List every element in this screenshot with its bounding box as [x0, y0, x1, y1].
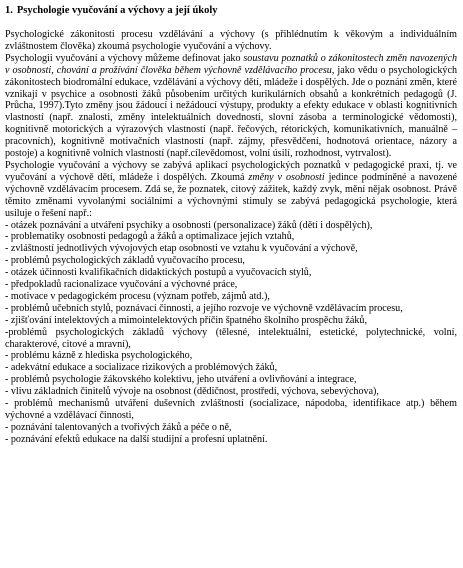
paragraph-application [5, 160, 457, 220]
definition-emphasis: soustavu poznatků o zákonitostech změn navozených v osobnosti, chování a prožívání člověka během výchovně vzdělávacího procesu [5, 52, 457, 76]
section-number: 1. [5, 5, 13, 16]
list-item: - předpokladů racionalizace vyučování a výchovné práce, [5, 279, 238, 291]
list-item: - motivace v pedagogickém procesu (význam potřeb, zájmů atd.), [5, 290, 270, 302]
list-item: - poznávání talentovaných a tvořivých žáků a péče o ně, [5, 421, 232, 433]
list-item: - zjišťování intelektových a mimointelektových příčin špatného školního prospěchu žáků, [5, 314, 367, 326]
application-text-start: Psychologie vyučování a výchovy se zabývá aplikací psychologických poznatků v pedagogické praxi, tj. ve vyučování a výchově dětí, mládeže i dospělých. Zkoumá [5, 159, 457, 183]
section-heading [5, 4, 457, 17]
list-item: - problémů učebních stylů, poznávací činnosti, a jejího rozvoje ve výchovně vzdělávacím procesu, [5, 302, 403, 314]
list-item: - problému kázně z hlediska psychologického, [5, 350, 193, 362]
paragraph-definition [5, 53, 457, 160]
application-emphasis: změny v osobnosti [248, 171, 325, 183]
list-item: - adekvátní edukace a socializace rizikových a problémových žáků, [5, 362, 278, 374]
paragraph-intro: Psychologické zákonitosti procesu vzdělávání a výchovy (s přihlédnutím k věkovým a individuálním zvláštnostem člověka) zkoumá psychologie vyučování a výchovy. [5, 29, 457, 52]
list-item: - otázek poznávání a utváření psychiky a osobnosti (personalizace) žáků (dětí i dospělých), [5, 219, 373, 231]
document-page [5, 4, 457, 446]
definition-text-rest: , jako vědu o psychologických zákonitostech biodromální edukace, vzdělávání a výchovy dětí, mládeže i dospělých. Jde o poznání změn, které vznikají v psychice a osobnosti žáků působením určitých kurikulárních obsahů a konkrétních pedagogů (J. Průcha, 1997).Tyto změny jsou žádoucí i nežádoucí výstupy, produkty a efekty edukace v oblasti kognitivních vlastností (např. znalosti, změny intelektuálních dovedností, slovní zásoba a terminologické vědomosti), kognitivně motorických a výrazových vlastností (např. řečových, rétorických, komunikativních, manuálně – pracovních), kognitivně motivačních vlastností (např. zájmy, přesvědčení, hodnotová orientace, názory a postoje) a kognitivně volních vlastností (např.cílevědomost, volní úsilí, rozhodnost, vytrvalost). [5, 64, 457, 160]
list-item: - vlivu základních činitelů vývoje na osobnost (dědičnost, prostředí, výchova, sebevýchova), [5, 386, 379, 398]
list-item: - poznávání efektů edukace na další studijní a profesní uplatnění. [5, 433, 268, 445]
list-item: - zvláštností jednotlivých vývojových etap osobnosti ve vztahu k vyučování a výchově, [5, 243, 358, 255]
list-item: - problémů psychologie žákovského kolektivu, jeho utváření a ovlivňování a integrace, [5, 374, 357, 386]
section-title: Psychologie vyučování a výchovy a její úkoly [16, 5, 218, 16]
tasks-list [5, 220, 457, 446]
definition-text-start: Psychologii vyučování a výchovy můžeme definovat jako [5, 52, 244, 64]
application-text-rest: jedince podmíněné a navozené výchovně vzdělávacím procesem. Zdá se, že poznatek, citový zážitek, každý zvyk, mění nějak osobnost. Právě těmito změnami vyvolanými sociálními a výchovnými stimuly se zabývá pedagogická psychologie, která usiluje o řešení např.: [5, 171, 457, 219]
list-item: - problematiky osobnosti pedagogů a žáků a optimalizace jejich vztahů, [5, 231, 295, 243]
list-item: -problémů psychologických základů výchovy (tělesné, intelektuální, estetické, polytechnické, volní, charakterové, citové a mravní), [5, 326, 457, 350]
list-item: - problémů mechanismů utváření duševních zvláštností (socializace, nápodoba, identifikace atp.) během výchovné a vzdělávací činnosti, [5, 398, 457, 421]
list-item: - problémů psychologických základů vyučovacího procesu, [5, 255, 245, 267]
list-item: - otázek účinnosti kvalifikačních didaktických postupů a vyučovacích stylů, [5, 267, 312, 279]
